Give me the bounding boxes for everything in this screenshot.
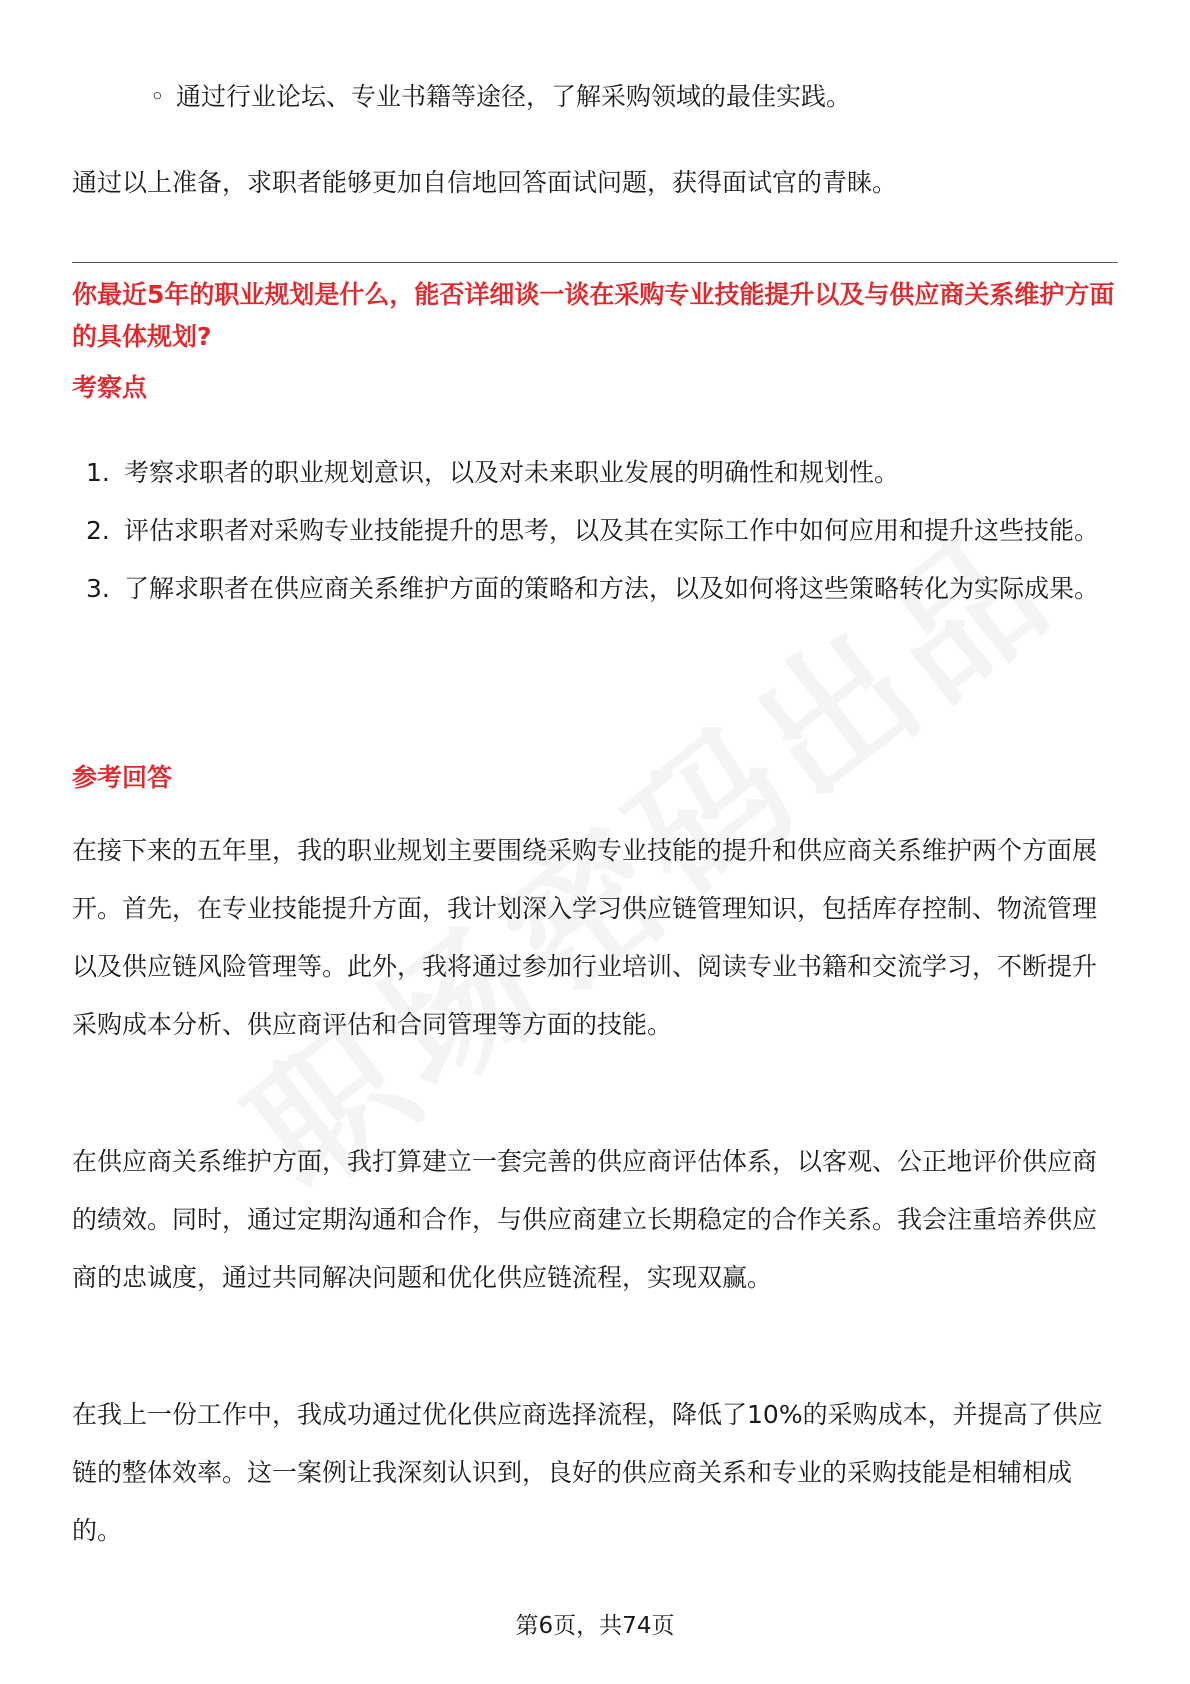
answer-paragraph-3: 在我上一份工作中，我成功通过优化供应商选择流程，降低了10%的采购成本，并提高了供应链的整体效率。这一案例让我深刻认识到，良好的供应商关系和专业的采购技能是相辅相成的。 [72,1400,1103,1545]
page-footer: 第6页，共74页 [515,1613,675,1639]
points-heading: 考察点 [72,373,148,402]
list-item [72,444,1118,502]
section-divider [72,262,1118,263]
list-number: 3. [86,574,110,603]
points-list [72,444,1118,618]
list-item-text: 考察求职者的职业规划意识，以及对未来职业发展的明确性和规划性。 [124,458,900,487]
list-item-text: 了解求职者在供应商关系维护方面的策略和方法，以及如何将这些策略转化为实际成果。 [124,574,1100,603]
list-item-text: 评估求职者对采购专业技能提升的思考，以及其在实际工作中如何应用和提升这些技能。 [124,516,1100,545]
list-item [72,560,1118,618]
sub-bullet-item [150,68,1110,126]
list-item [72,502,1118,560]
answer-heading: 参考回答 [72,763,173,792]
bullet-marker: ◦ [150,82,165,111]
closing-paragraph: 通过以上准备，求职者能够更加自信地回答面试问题，获得面试官的青睐。 [72,168,898,197]
answer-paragraph-2: 在供应商关系维护方面，我打算建立一套完善的供应商评估体系，以客观、公正地评价供应商的绩效。同时，通过定期沟通和合作，与供应商建立长期稳定的合作关系。我会注重培养供应商的忠诚度，通过共同解决问题和优化供应链流程，实现双赢。 [72,1147,1098,1292]
answer-paragraph-1: 在接下来的五年里，我的职业规划主要围绕采购专业技能的提升和供应商关系维护两个方面展开。首先，在专业技能提升方面，我计划深入学习供应链管理知识，包括库存控制、物流管理以及供应链风险管理等。此外，我将通过参加行业培训、阅读专业书籍和交流学习，不断提升采购成本分析、供应商评估和合同管理等方面的技能。 [72,836,1098,1039]
list-number: 2. [86,516,110,545]
list-number: 1. [86,458,110,487]
question-heading: 你最近5年的职业规划是什么，能否详细谈一谈在采购专业技能提升以及与供应商关系维护方面的具体规划? [72,280,1115,351]
sub-bullet-text: 通过行业论坛、专业书籍等途径，了解采购领域的最佳实践。 [176,82,852,111]
